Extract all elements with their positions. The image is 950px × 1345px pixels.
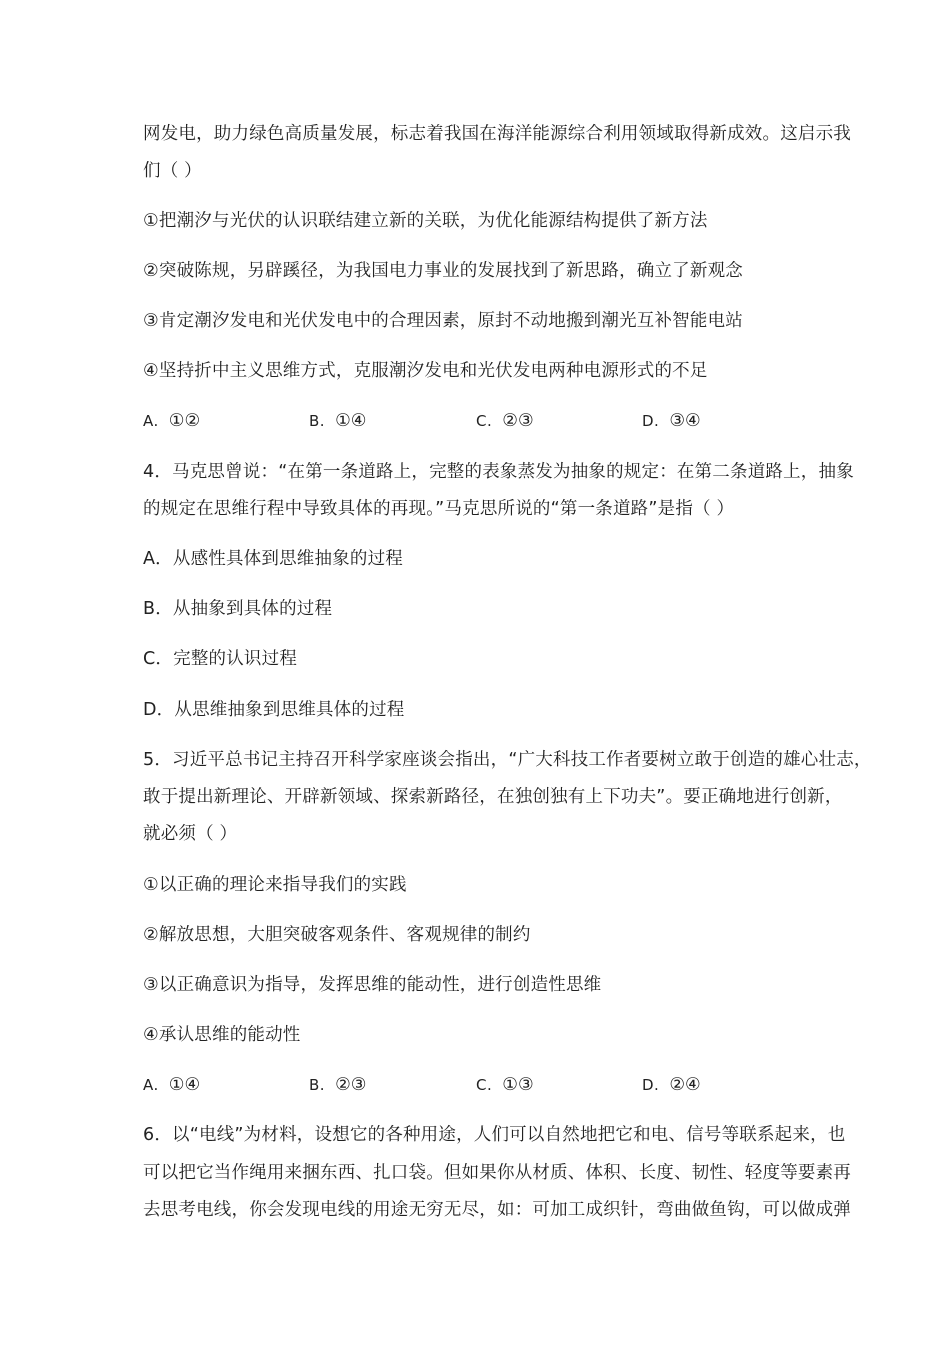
q3-item-4: ④坚持折中主义思维方式，克服潮汐发电和光伏发电两种电源形式的不足	[143, 361, 708, 381]
q4-stem-line-2: 的规定在思维行程中导致具体的再现。”马克思所说的“第一条道路”是指（ ）	[143, 499, 735, 519]
q6-stem-line-1: 6．以“电线”为材料，设想它的各种用途，人们可以自然地把它和电、信号等联系起来，也	[143, 1125, 846, 1145]
q5-item-2: ②解放思想，大胆突破客观条件、客观规律的制约	[143, 925, 531, 945]
option-key: B.	[309, 412, 326, 430]
option-key: B.	[309, 1076, 326, 1094]
option-key: D.	[642, 412, 660, 430]
option-text: ①④	[168, 1075, 201, 1095]
q5-option-c	[476, 1073, 534, 1097]
q4-choice-b: B．从抽象到具体的过程	[143, 599, 333, 619]
q6-stem-line-2: 可以把它当作绳用来捆东西、扎口袋。但如果你从材质、体积、长度、韧性、轻度等要素再	[143, 1163, 851, 1183]
option-text: ①④	[335, 411, 367, 431]
option-key: C.	[476, 1076, 493, 1094]
q3-option-b	[309, 409, 366, 433]
q5-option-d	[642, 1073, 701, 1097]
q5-option-b	[309, 1073, 366, 1097]
q3-options	[143, 409, 843, 433]
q5-option-a	[143, 1073, 200, 1097]
q3-stem-line-2: 们（ ）	[143, 161, 202, 181]
option-text: ②③	[502, 411, 534, 431]
option-text: ③④	[669, 411, 701, 431]
option-text: ②③	[335, 1075, 367, 1095]
option-text: ①②	[168, 411, 201, 431]
q4-stem-line-1: 4．马克思曾说：“在第一条道路上，完整的表象蒸发为抽象的规定：在第二条道路上，抽象	[143, 462, 854, 482]
q5-options	[143, 1073, 843, 1097]
q4-choice-a: A．从感性具体到思维抽象的过程	[143, 549, 403, 569]
q3-option-d	[642, 409, 701, 433]
q3-item-2: ②突破陈规，另辟蹊径，为我国电力事业的发展找到了新思路，确立了新观念	[143, 261, 743, 281]
option-key: D.	[642, 1076, 660, 1094]
q6-stem-line-3: 去思考电线，你会发现电线的用途无穷无尽，如：可加工成织针，弯曲做鱼钩，可以做成弹	[143, 1200, 851, 1220]
q4-choice-c: C．完整的认识过程	[143, 649, 298, 669]
q3-item-3: ③肯定潮汐发电和光伏发电中的合理因素，原封不动地搬到潮光互补智能电站	[143, 311, 743, 331]
q5-item-4: ④承认思维的能动性	[143, 1025, 301, 1045]
q3-stem-line-1: 网发电，助力绿色高质量发展，标志着我国在海洋能源综合利用领域取得新成效。这启示我	[143, 124, 851, 144]
q5-stem-line-2: 敢于提出新理论、开辟新领域、探索新路径，在独创独有上下功夫”。要正确地进行创新，	[143, 787, 843, 807]
option-text: ①③	[502, 1075, 534, 1095]
q3-item-1: ①把潮汐与光伏的认识联结建立新的关联，为优化能源结构提供了新方法	[143, 211, 708, 231]
q5-stem-line-1: 5．习近平总书记主持召开科学家座谈会指出，“广大科技工作者要树立敢于创造的雄心壮志，	[143, 750, 872, 770]
q5-item-1: ①以正确的理论来指导我们的实践	[143, 875, 407, 895]
q5-stem-line-3: 就必须（ ）	[143, 824, 238, 844]
option-key: A.	[143, 1076, 159, 1094]
option-key: A.	[143, 412, 159, 430]
q3-option-c	[476, 409, 534, 433]
option-text: ②④	[669, 1075, 701, 1095]
q4-choice-d: D．从思维抽象到思维具体的过程	[143, 700, 405, 720]
option-key: C.	[476, 412, 493, 430]
q3-option-a	[143, 409, 200, 433]
q5-item-3: ③以正确意识为指导，发挥思维的能动性，进行创造性思维	[143, 975, 602, 995]
